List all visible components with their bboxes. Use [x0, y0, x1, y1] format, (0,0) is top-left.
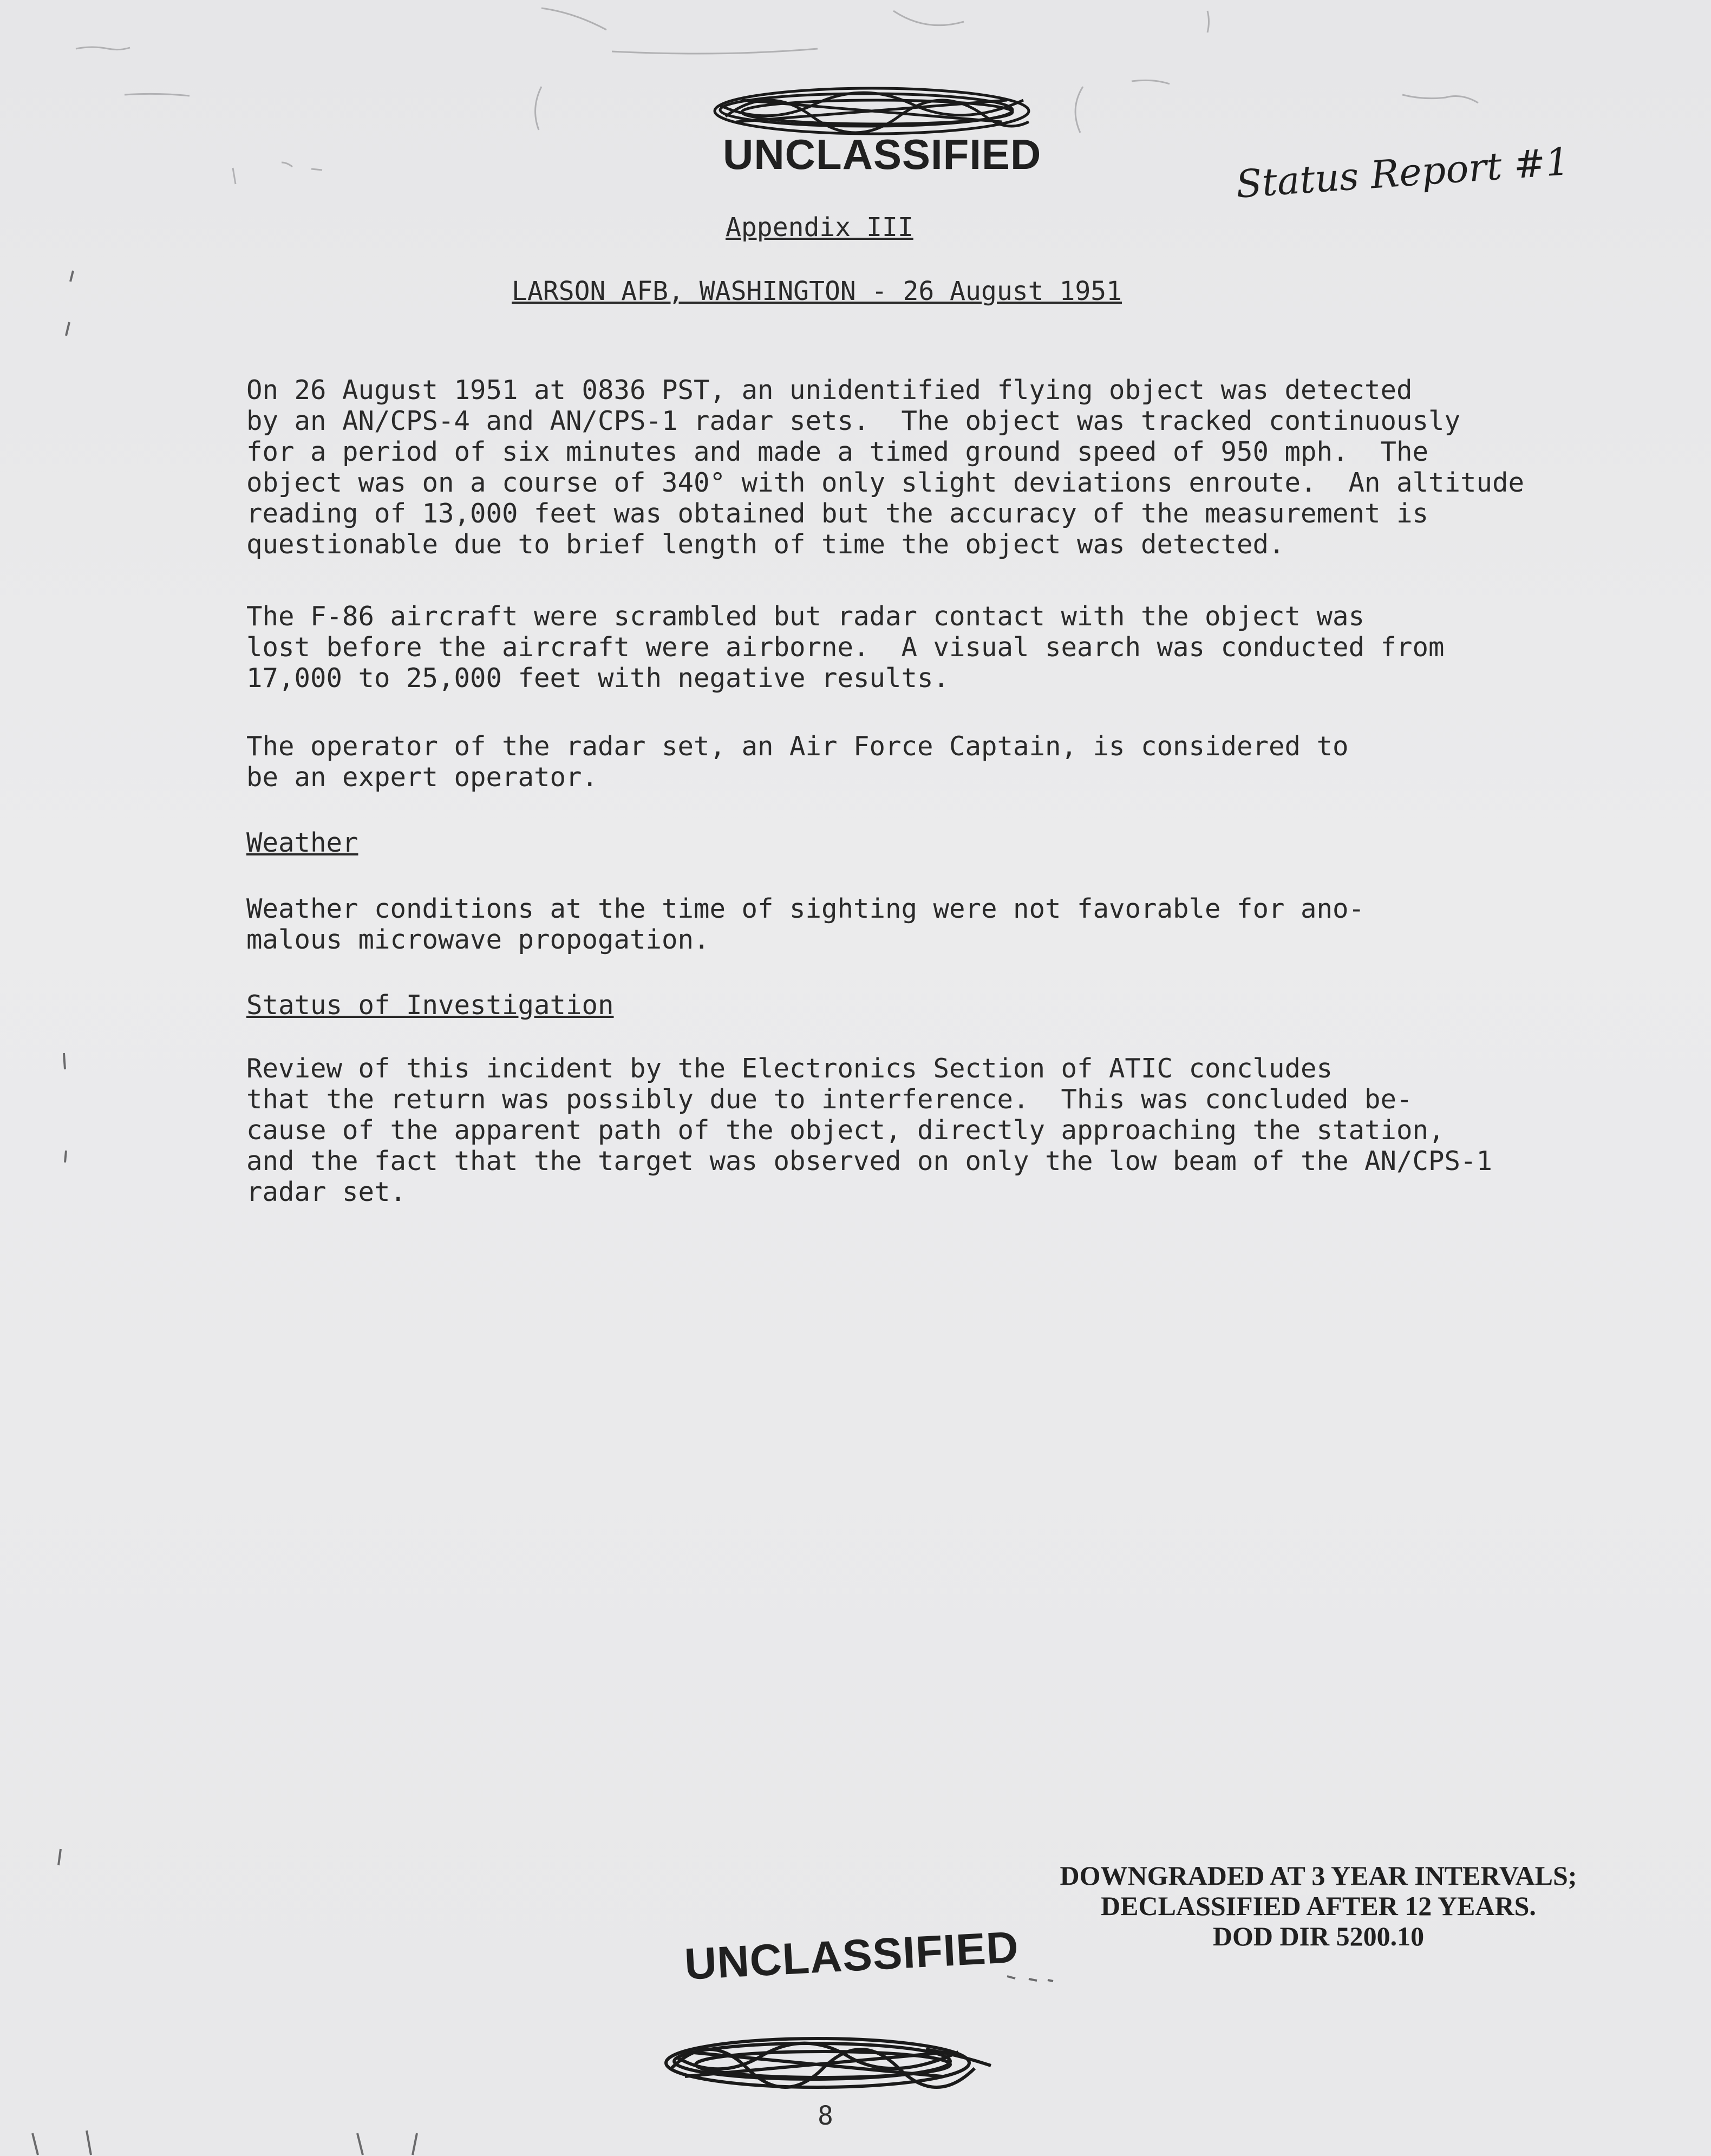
downgrade-notice: [996, 1860, 1641, 1951]
weather-paragraph: Weather conditions at the time of sighting were not favorable for ano- malous microwave propogation.: [246, 893, 1365, 955]
classification-stamp-top: UNCLASSIFIED: [723, 130, 1042, 178]
downgrade-line-2: DECLASSIFIED AFTER 12 YEARS.: [1101, 1891, 1536, 1921]
handwritten-note: Status Report #1: [1235, 139, 1571, 207]
weather-heading: Weather: [246, 827, 358, 858]
location-date-title: LARSON AFB, WASHINGTON - 26 August 1951: [512, 276, 1122, 306]
status-heading: Status of Investigation: [246, 990, 614, 1021]
page-number: 8: [818, 2101, 833, 2131]
downgrade-line-1: DOWNGRADED AT 3 YEAR INTERVALS;: [1060, 1860, 1577, 1891]
paragraph-operator: The operator of the radar set, an Air Force Captain, is considered to be an expert operator.: [246, 731, 1349, 793]
paragraph-sighting: On 26 August 1951 at 0836 PST, an unidentified flying object was detected by an AN/CPS-4 and AN/CPS-1 radar sets. The object was tracked continuously for a period of six minutes and made a timed ground speed of 950 mph. The object was on a course of 340° with only slight deviations enroute. An altitude reading of 13,000 feet was obtained but the accuracy of the measurement is questionable due to brief length of time the object was detected.: [246, 375, 1525, 560]
downgrade-line-3: DOD DIR 5200.10: [1212, 1921, 1425, 1951]
paragraph-intercept: The F-86 aircraft were scrambled but radar contact with the object was lost before the aircraft were airborne. A visual search was conducted from 17,000 to 25,000 feet with negative results.: [246, 601, 1445, 694]
redaction-scribble-bottom: [655, 2028, 1002, 2098]
appendix-heading: Appendix III: [726, 212, 913, 243]
status-paragraph: Review of this incident by the Electronics Section of ATIC concludes that the return was possibly due to interference. This was concluded be- cause of the apparent path of the object, directly approaching the station, and the fact that the target was observed on only the low beam of the AN/CPS-1 radar set.: [246, 1053, 1493, 1207]
classification-stamp-bottom: UNCLASSIFIED: [683, 1922, 1020, 1989]
